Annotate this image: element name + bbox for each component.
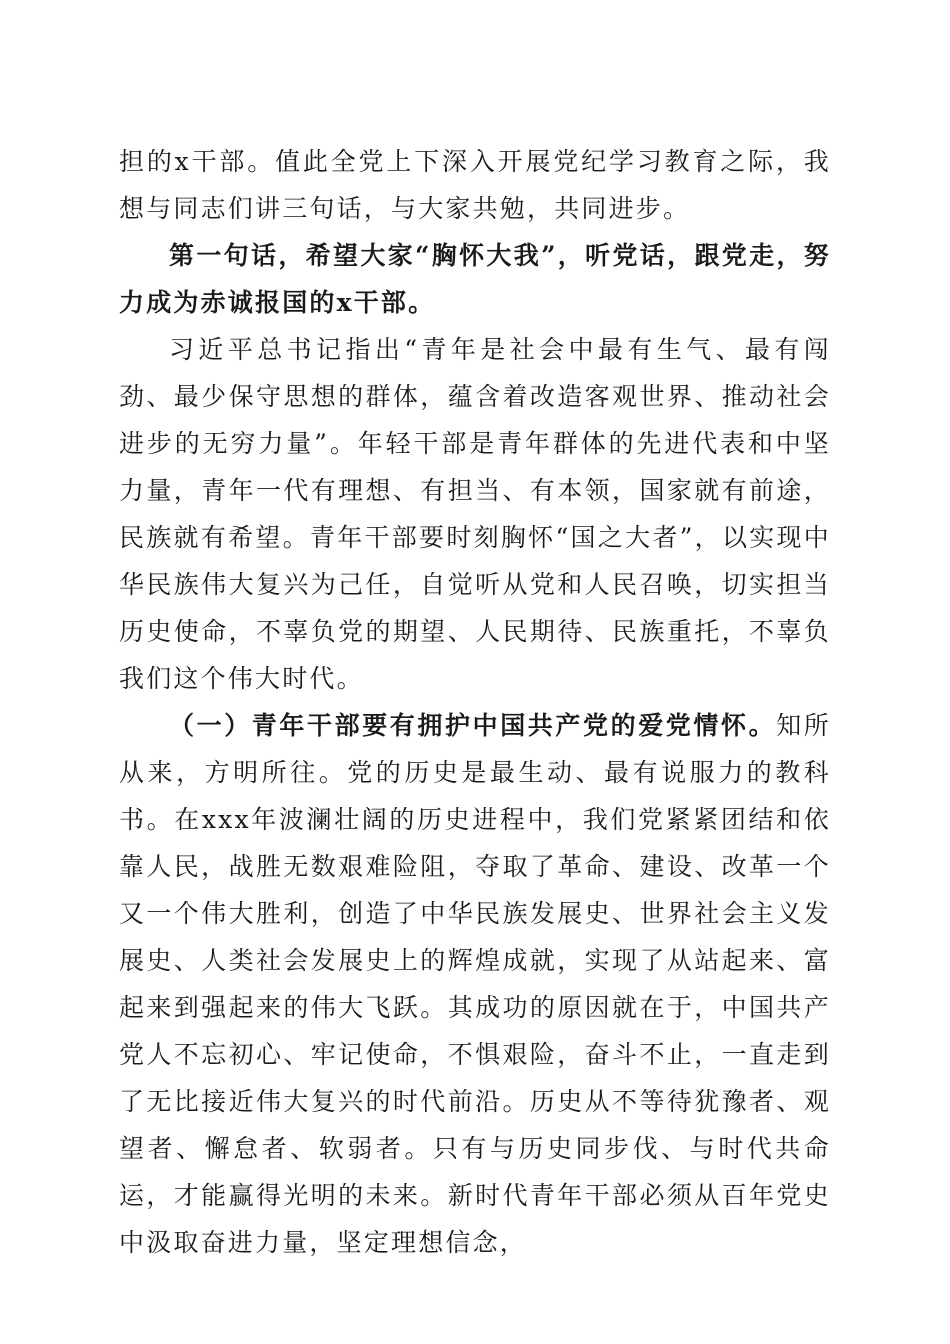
paragraph-subsection-one (119, 702, 831, 1266)
section-heading-first-sentence: 第一句话，希望大家“胸怀大我”，听党话，跟党走，努力成为赤诚报国的x干部。 (119, 241, 831, 317)
document-body (119, 138, 831, 1266)
subsection-heading: （一）青年干部要有拥护中国共产党的爱党情怀。 (169, 711, 777, 740)
paragraph-quote-xi: 习近平总书记指出“青年是社会中最有生气、最有闯劲、最少保守思想的群体，蕴含着改造客观世界、推动社会进步的无穷力量”。年轻干部是青年群体的先进代表和中坚力量，青年一代有理想、有担当、有本领，国家就有前途，民族就有希望。青年干部要时刻胸怀“国之大者”，以实现中华民族伟大复兴为己任，自觉听从党和人民召唤，切实担当历史使命，不辜负党的期望、人民期待、民族重托，不辜负我们这个伟大时代。 (119, 335, 831, 693)
paragraph-continuation: 担的x干部。值此全党上下深入开展党纪学习教育之际，我想与同志们讲三句话，与大家共勉，共同进步。 (119, 147, 831, 223)
subsection-body: 知所从来，方明所往。党的历史是最生动、最有说服力的教科书。在xxx年波澜壮阔的历史进程中，我们党紧紧团结和依靠人民，战胜无数艰难险阻，夺取了革命、建设、改革一个又一个伟大胜利，创造了中华民族发展史、世界社会主义发展史、人类社会发展史上的辉煌成就，实现了从站起来、富起来到强起来的伟大飞跃。其成功的原因就在于，中国共产党人不忘初心、牢记使命，不惧艰险，奋斗不止，一直走到了无比接近伟大复兴的时代前沿。历史从不等待犹豫者、观望者、懈怠者、软弱者。只有与历史同步伐、与时代共命运，才能赢得光明的未来。新时代青年干部必须从百年党史中汲取奋进力量，坚定理想信念， (119, 711, 832, 1257)
